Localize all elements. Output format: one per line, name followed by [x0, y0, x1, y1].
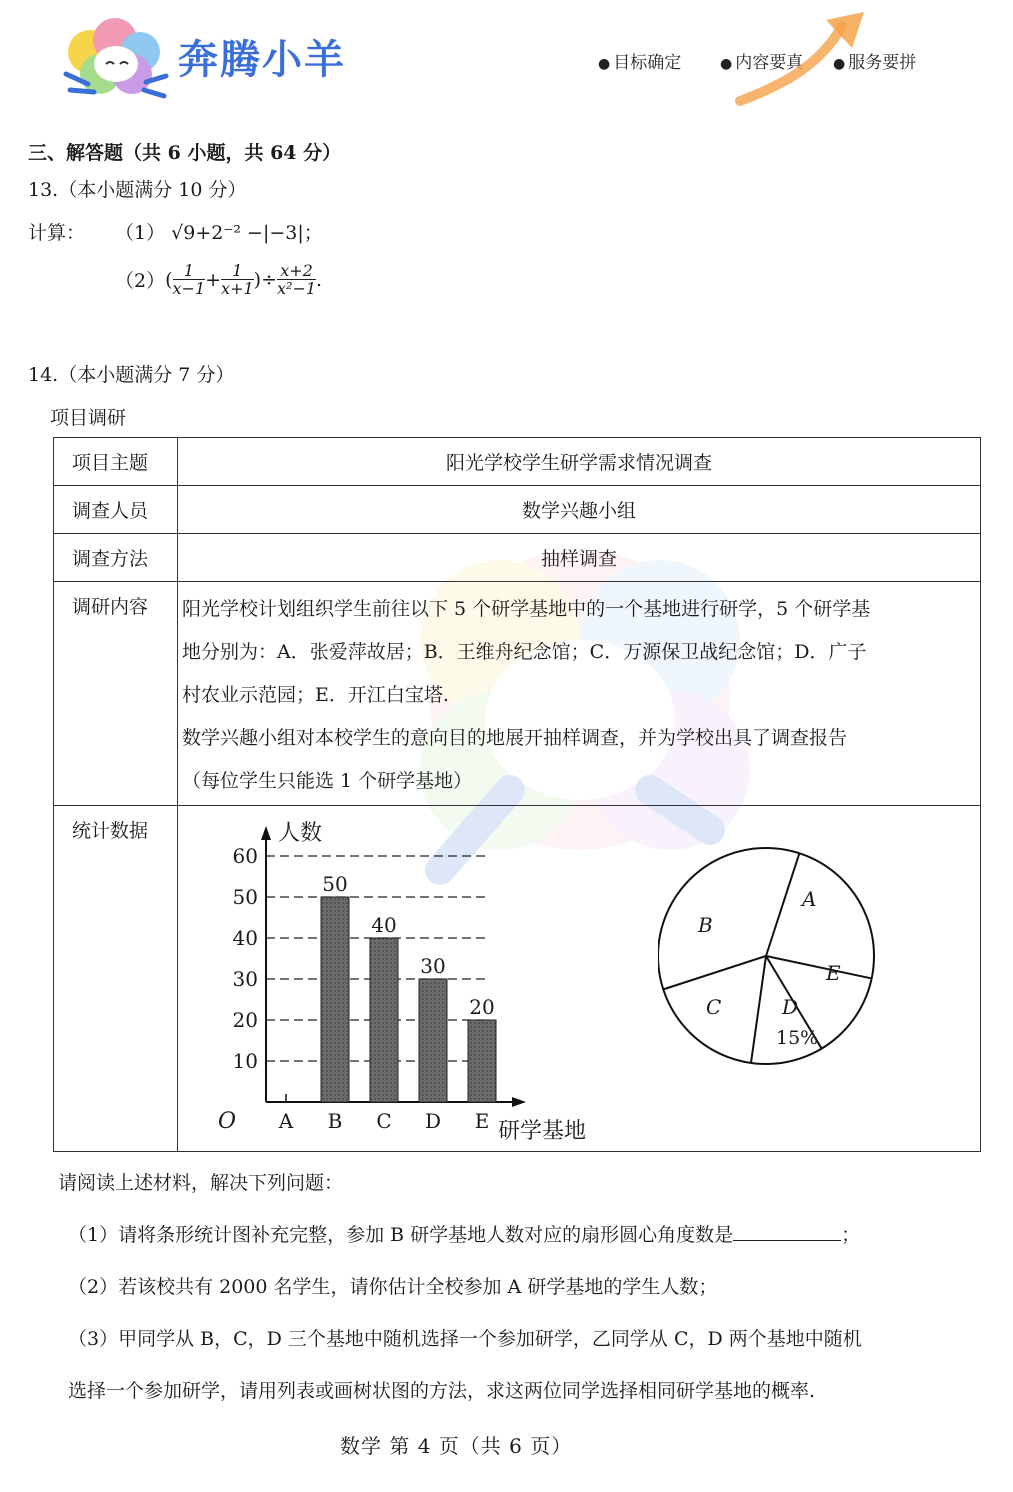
y-tick-label: 60: [232, 844, 258, 868]
y-tick-label: 30: [232, 967, 258, 991]
row-content: [178, 582, 981, 806]
q13-part1-expr: √9+2⁻² −|−3|；: [171, 222, 323, 244]
pie-slice-label: A: [802, 887, 817, 911]
origin-label: O: [218, 1109, 237, 1134]
pie-slice-label: D: [782, 995, 799, 1019]
q13-part1-label: （1）: [115, 222, 166, 244]
row-value: 数学兴趣小组: [178, 486, 981, 534]
q14-sub3-line1: （3）甲同学从 B，C，D 三个基地中随机选择一个参加研学，乙同学从 C，D 两个基地中随机: [68, 1328, 862, 1350]
x-tick-label: B: [327, 1109, 343, 1133]
table-row: [54, 582, 981, 806]
row-label: 项目主题: [54, 438, 178, 486]
data-label: 50: [322, 872, 348, 896]
y-tick-label: 10: [232, 1049, 258, 1073]
table-row: [54, 486, 981, 534]
fraction-1: $\frac{1}{x-1}$: [172, 261, 206, 298]
bar: [370, 938, 398, 1102]
q13-end: .: [316, 268, 323, 291]
pie-percent-label: 15%: [776, 1027, 819, 1049]
q13-part2: [115, 262, 322, 297]
brand-name: 奔腾小羊: [178, 37, 346, 83]
q14-sub2: （2）若该校共有 2000 名学生，请你估计全校参加 A 研学基地的学生人数；: [68, 1276, 718, 1298]
x-tick-label: C: [376, 1109, 392, 1133]
x-axis-title: 研学基地: [498, 1119, 587, 1144]
y-tick-label: 50: [232, 885, 258, 909]
y-tick-label: 20: [232, 1008, 258, 1032]
x-tick-label: E: [474, 1109, 490, 1133]
q14-sub1-end: ；: [841, 1224, 861, 1246]
row-value: 抽样调查: [178, 534, 981, 582]
q13-heading: 13.（本小题满分 10 分）: [28, 179, 247, 201]
pie-slice-label: C: [706, 995, 722, 1019]
data-label: 40: [371, 913, 397, 937]
tag-content: ● 内容要真: [720, 48, 803, 73]
row-label: 调查人员: [54, 486, 178, 534]
y-tick-label: 40: [232, 926, 258, 950]
data-label: 30: [420, 954, 446, 978]
x-axis-arrow-icon: [512, 1097, 526, 1107]
page-footer: 数学 第 4 页（共 6 页）: [340, 1434, 573, 1458]
arrow-decoration-icon: [730, 6, 880, 106]
section-title: 三、解答题（共 6 小题，共 64 分）: [28, 142, 342, 164]
table-row: [54, 806, 981, 1152]
content-line: （每位学生只能选 1 个研学基地）: [182, 770, 473, 792]
bar: [468, 1020, 496, 1102]
row-label: 调研内容: [54, 582, 178, 806]
q13-part2-label: （2）: [115, 270, 166, 292]
project-label: 项目调研: [50, 407, 127, 429]
q13-plus: +: [205, 268, 222, 291]
bar-chart: [198, 806, 618, 1151]
tag-goal: ● 目标确定: [598, 48, 681, 73]
content-line: 地分别为：A．张爱萍故居；B．王维舟纪念馆；C．万源保卫战纪念馆；D．广子: [182, 641, 867, 663]
content-line: 阳光学校计划组织学生前往以下 5 个研学基地中的一个基地进行研学，5 个研学基: [182, 598, 871, 620]
content-line: 数学兴趣小组对本校学生的意向目的地展开抽样调查，并为学校出具了调查报告: [182, 727, 848, 749]
pie-slice-label: B: [698, 913, 713, 937]
q13-paren-open: (: [165, 268, 173, 291]
x-tick-label: A: [278, 1109, 294, 1133]
table-row: [54, 438, 981, 486]
q13-part1: [115, 218, 323, 245]
y-axis-arrow-icon: [261, 826, 271, 840]
x-tick-label: D: [424, 1109, 442, 1133]
pie-chart: [658, 846, 918, 1106]
q14-prompt: 请阅读上述材料，解决下列问题：: [58, 1172, 344, 1194]
fraction-3: $\frac{x+2}{\text{x²−1}}$: [277, 261, 317, 298]
tag-service: ● 服务要拼: [833, 48, 916, 73]
data-label: 20: [469, 995, 495, 1019]
pie-slice-boundary: [766, 853, 799, 956]
pie-slice-boundary: [751, 956, 766, 1063]
row-label: 调查方法: [54, 534, 178, 582]
row-label: 统计数据: [54, 806, 178, 1152]
q13-divide: )÷: [253, 268, 277, 291]
pie-slice-boundary: [766, 956, 872, 978]
table-row: [54, 534, 981, 582]
q14-sub1-text: （1）请将条形统计图补充完整，参加 B 研学基地人数对应的扇形圆心角度数是: [68, 1224, 734, 1246]
bar: [321, 897, 349, 1102]
row-charts: [178, 806, 981, 1152]
q13-lead: 计算：: [28, 222, 86, 244]
fraction-2: $\frac{1}{x+1}$: [221, 261, 254, 298]
q14-sub3-line2: 选择一个参加研学，请用列表或画树状图的方法，求这两位同学选择相同研学基地的概率.: [68, 1380, 816, 1402]
q14-sub1: [68, 1220, 860, 1247]
pie-slice-boundary: [663, 956, 766, 989]
y-axis-title: 人数: [278, 821, 323, 846]
bar: [419, 979, 447, 1102]
answer-blank[interactable]: [733, 1240, 841, 1241]
q14-heading: 14.（本小题满分 7 分）: [28, 364, 235, 386]
row-value: 阳光学校学生研学需求情况调查: [178, 438, 981, 486]
content-line: 村农业示范园；E．开江白宝塔.: [182, 684, 449, 706]
survey-table: [53, 437, 981, 1152]
pie-slice-label: E: [826, 961, 841, 985]
